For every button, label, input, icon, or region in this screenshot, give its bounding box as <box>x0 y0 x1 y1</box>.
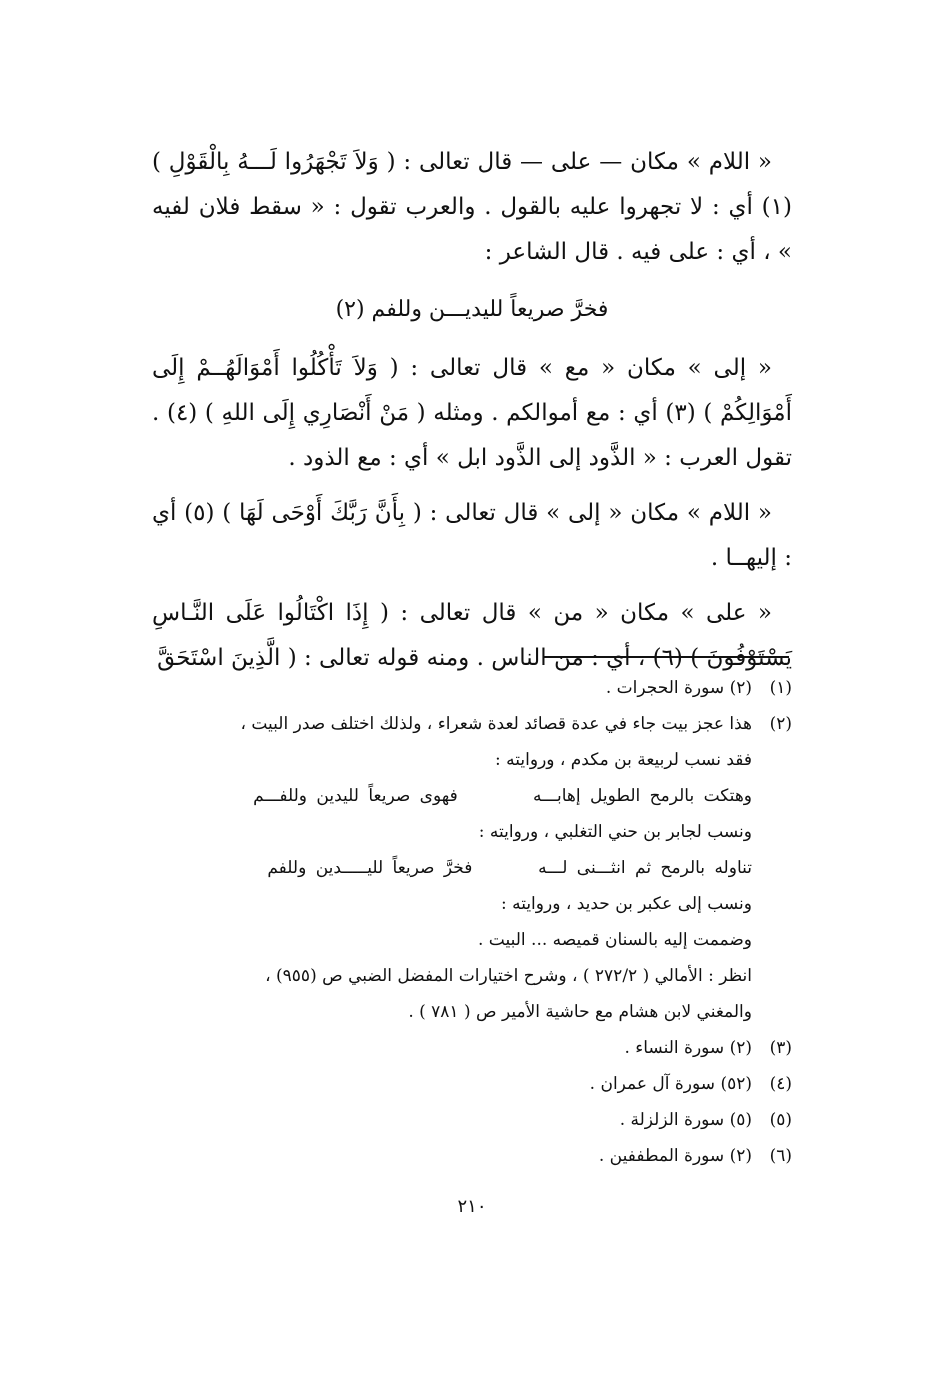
paragraph-ila-maa: « إلى » مكان « مع » قال تعالى : ( وَلاَ تَأْكُلُوا أَمْوَالَهُــمْ إِلَى أَمْوَالِكُمْ ) (٣) أي : مع أموالكم . ومثله ( مَنْ أَنْصَارِي إِلَى اللهِ ) (٤) . تقول العرب : « الذَّود إلى الذَّود ابل » أي : مع الذود . <box>152 355 792 471</box>
verse-line: فخرَّ صريعاً لليديـــن وللفم (٢) <box>335 297 609 322</box>
paragraph-lam-ala: « اللام » مكان — على — قال تعالى : ( وَلاَ تَجْهَرُوا لَـــهُ بِالْقَوْلِ ) (١) أي : لا تجهروا عليه بالقول . والعرب تقول : « سقط فلان لفيه » ، أي : على فيه . قال الشاعر : <box>152 149 792 265</box>
footnote-4 <box>152 1066 792 1102</box>
page-number: ٢١٠ <box>457 1196 487 1217</box>
main-text <box>152 140 792 691</box>
footnote-line: انظر : الأمالي ( ٢٧٢/٢ ) ، وشرح اختيارات المفضل الضبي ص (٩٥٥) ، <box>265 966 752 986</box>
footnotes <box>152 670 792 1174</box>
footnote-line: وضممت إليه بالسنان قميصه ... البيت . <box>477 930 752 950</box>
footnote-6 <box>152 1138 792 1174</box>
footnote-line: (٢) سورة النساء . <box>624 1038 752 1058</box>
footnote-line: ونسب لجابر بن حني التغلبي ، وروايته : <box>478 822 752 842</box>
footnote-1 <box>152 670 792 706</box>
footnote-poem-line: تناوله بالرمح ثم انثـــنى لـــه فخرَّ صريعاً لليـــــدين وللفم <box>267 858 752 878</box>
footnote-number: (٤) <box>769 1074 792 1094</box>
footnote-line: والمغني لابن هشام مع حاشية الأمير ص ( ٧٨١ ) . <box>408 1002 752 1022</box>
footnote-line: (٢) سورة الحجرات . <box>605 678 752 698</box>
footnote-line: ونسب إلى عكبر بن حديد ، وروايته : <box>500 894 752 914</box>
footnote-5 <box>152 1102 792 1138</box>
footnote-line: (٥٢) سورة آل عمران . <box>589 1074 752 1094</box>
paragraph-lam-ila: « اللام » مكان « إلى » قال تعالى : ( بِأَنَّ رَبَّكَ أَوْحَى لَهَا ) (٥) أي : إليهــا . <box>152 500 792 571</box>
footnote-number: (٥) <box>769 1110 792 1130</box>
footnote-separator <box>544 656 789 658</box>
footnote-line: هذا عجز بيت جاء في عدة قصائد لعدة شعراء ، ولذلك اختلف صدر البيت ، <box>240 714 752 734</box>
footnote-number: (٦) <box>769 1146 792 1166</box>
footnote-line: (٢) سورة المطففين . <box>598 1146 752 1166</box>
footnote-number: (١) <box>769 678 792 698</box>
footnote-number: (٢) <box>769 714 792 734</box>
footnote-line: فقد نسب لربيعة بن مكدم ، وروايته : <box>495 750 752 770</box>
footnote-line: (٥) سورة الزلزلة . <box>619 1110 752 1130</box>
footnote-poem-line: وهتكت بالرمح الطويل إهابـــه فهوى صريعاً لليدين وللفـــم <box>253 786 752 806</box>
footnote-3 <box>152 1030 792 1066</box>
paragraph-ala-min: « على » مكان « من » قال تعالى : ( إِذَا اكْتَالُوا عَلَى النَّـاسِ يَسْتَوْفُونَ ) (٦) ، أي : من الناس . ومنه قوله تعالى : ( الَّذِينَ اسْتَحَقَّ <box>152 600 792 671</box>
footnote-2 <box>152 706 792 1030</box>
footnote-number: (٣) <box>769 1038 792 1058</box>
